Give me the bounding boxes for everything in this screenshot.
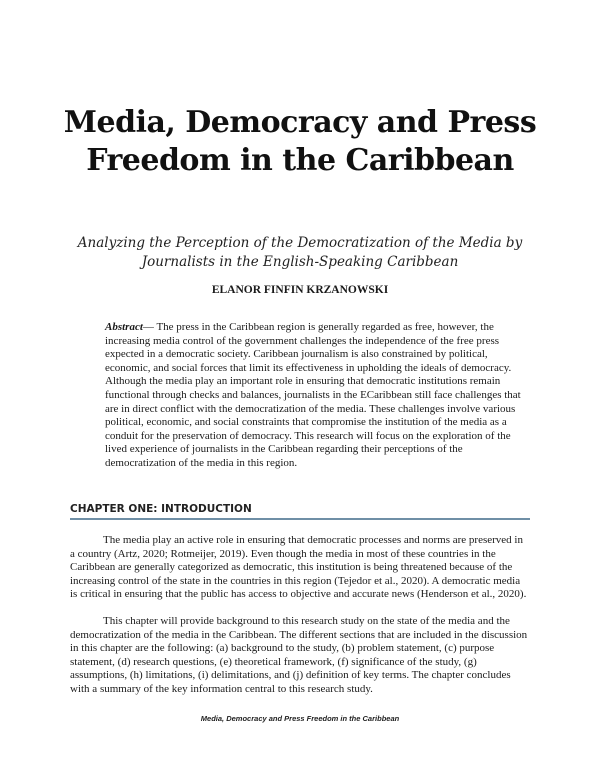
section-divider [70,518,530,520]
chapter-label: CHAPTER ONE: [70,503,158,515]
abstract-label: Abstract [105,321,143,333]
body-paragraph-1: The media play an active role in ensuring that democratic processes and norms are preserved in a country (Artz, 2020; Rotmeijer, 2019). Even though the media in most of these countries in the Caribbean are generally categorized as democratic, this institution is being threatened because of the increasing control of the state in the countries in this region (Tejedor et al., 2020). A democratic media is critical in ensuring that the public has access to objective and accurate news (Henderson et al., 2020). [70,534,527,601]
author-name: ELANOR FINFIN KRZANOWSKI [211,284,389,296]
chapter-heading [70,502,530,516]
paper-subtitle: Analyzing the Perception of the Democratization of the Media by Journalists in the English-Speaking Caribbean [77,235,523,270]
running-footer: Media, Democracy and Press Freedom in the Caribbean [200,714,400,723]
body-paragraph-2: This chapter will provide background to this research study on the state of the media and the democratization of the media in the Caribbean. The different sections that are included in the discussion in this chapter are the following: (a) background to the study, (b) problem statement, (c) purpose statement, (d) research questions, (e) theoretical framework, (f) significance of the study, (g) assumptions, (h) limitations, (i) delimitations, and (j) definition of key terms. The chapter concludes with a summary of the key information central to this research study. [70,615,528,695]
chapter-title: INTRODUCTION [157,503,252,515]
abstract-text: — The press in the Caribbean region is generally regarded as free, however, the increasing media control of the government challenges the independence of the free press expected in a democratic society. Caribbean journalism is also constrained by political, economic, and social forces that limit its effectiveness in upholding the ideals of democracy. Although the media play an important role in ensuring that democratic institutions remain functional through checks and balances, journalists in the ECaribbean still face challenges that are in direct conflict with the democratization of the media. These challenges involve various political, economic, and social constraints that compromise the institution of the media as a conduit for the preservation of democracy. This research will focus on the exploration of the lived experience of journalists in the Caribbean regarding their perceptions of the democratization of the media in this region. [105,321,521,469]
paper-title: Media, Democracy and Press Freedom in the Caribbean [63,105,537,178]
abstract [105,321,530,471]
